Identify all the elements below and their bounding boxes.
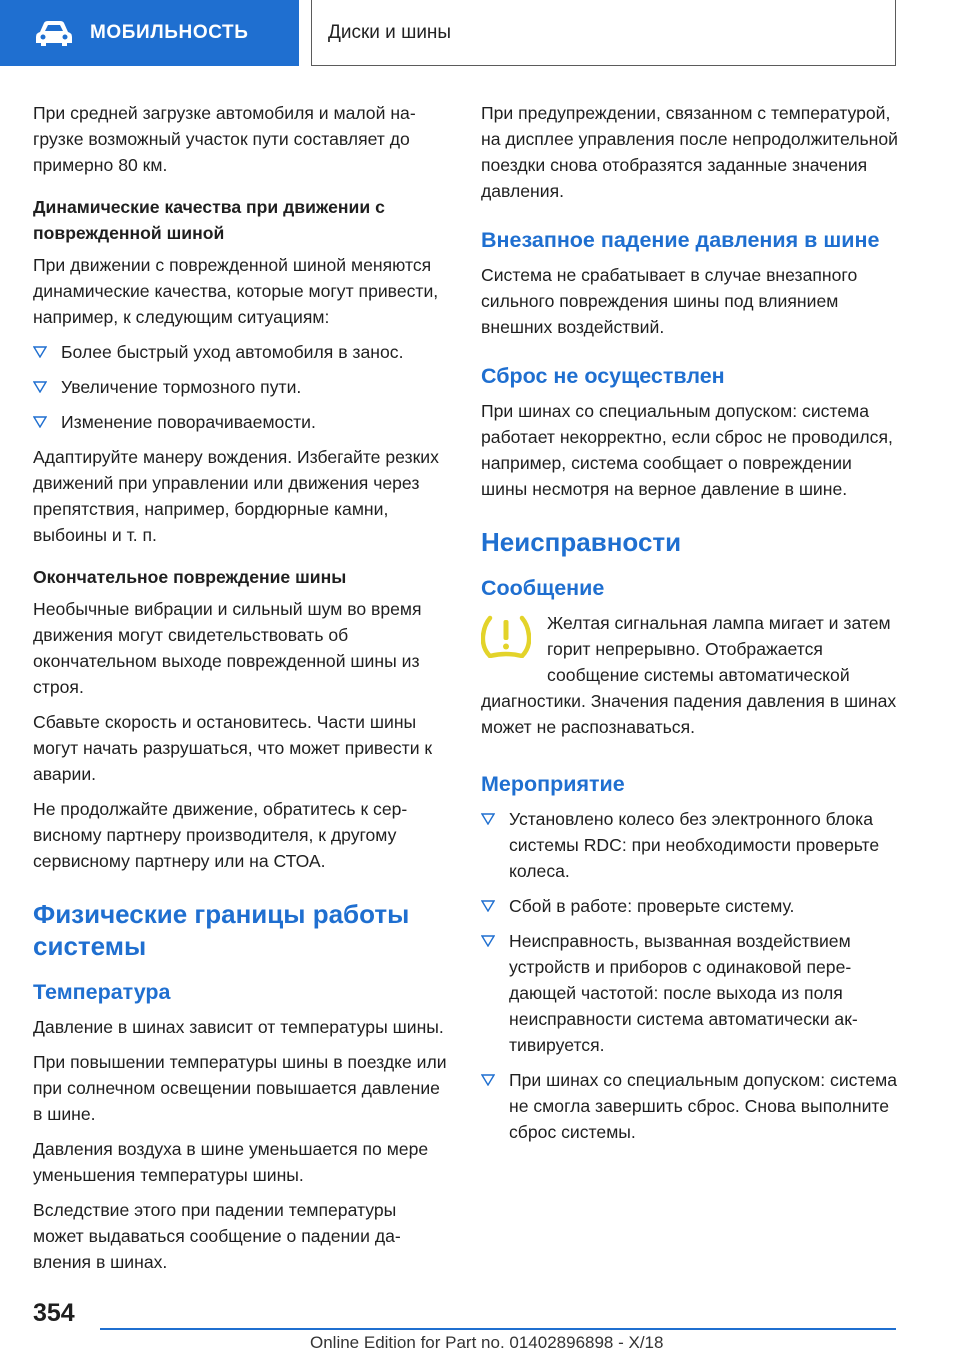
list-item [481, 928, 901, 1058]
reset-heading: Сброс не осуществлен [481, 364, 725, 388]
footer-edition: Online Edition for Part no. 01402896898 - X/18 [310, 1333, 664, 1352]
final-paragraph-2: Сбавьте скорость и остановитесь. Части шины могут начать разрушаться, что может привести к аварии. [33, 712, 433, 784]
list-item-text: Сбой в работе: проверьте систему. [509, 896, 795, 916]
bullet-triangle-icon [481, 1074, 495, 1086]
limits-heading: Физические границы работы системы [33, 899, 410, 961]
warning-paragraph: При предупреждении, связанном с температурой, на дисплее управления после непродолжительной поездки снова отобразятся заданные значения давления. [481, 103, 898, 201]
list-item [481, 893, 901, 919]
message-paragraph [547, 610, 901, 688]
temp-paragraph-2: При повышении температуры шины в поездке или при солнечном освещении повышается давление в шине. [33, 1052, 447, 1124]
message-continuation: диагностики. Значения падения давления в шинах может не распознаваться. [481, 691, 897, 737]
list-item [33, 409, 451, 435]
temp-paragraph-4: Вследствие этого при падении температуры может выдаваться сообщение о падении давления в шинах. [33, 1200, 401, 1272]
list-item-text: Увеличение тормозного пути. [61, 377, 302, 397]
list-item [481, 1067, 901, 1145]
list-item-text: Изменение поворачиваемости. [61, 412, 316, 432]
section-header [311, 0, 896, 66]
bullet-triangle-icon [481, 900, 495, 912]
list-item-text: Неисправность, вызванная воздействием устройств и приборов с одинаковой передающей частотой: после выхода из поля неисправности система автоматически активируется. [509, 931, 858, 1055]
footer-divider [100, 1328, 896, 1330]
final-damage-heading: Окончательное повреждение шины [33, 567, 347, 587]
dynamics-heading: Динамические качества при движении с поврежденной шиной [33, 197, 385, 243]
adapt-paragraph: Адаптируйте манеру вождения. Избегайте резких движений при управлении или движения через препятствия, например, бордюрные камни, выбоины и т. п. [33, 447, 439, 545]
chapter-tab [0, 0, 299, 66]
intro-paragraph: При средней загрузке автомобиля и малой нагрузке возможный участок пути составляет до примерно 80 км. [33, 103, 416, 175]
list-item [33, 339, 451, 365]
sudden-drop-heading: Внезапное падение давления в шине [481, 228, 880, 252]
bullet-triangle-icon [33, 346, 47, 358]
section-title: Диски и шины [328, 21, 452, 43]
dynamics-paragraph: При движении с поврежденной шиной меняются динамические качества, которые могут привести, например, к следующим ситуациям: [33, 255, 439, 327]
list-item-text: Установлено колесо без электронного блока системы RDC: при необходимости проверьте колеса. [509, 809, 880, 881]
reset-paragraph: При шинах со специальным допуском: система работает некорректно, если сброс не проводился, например, система сообщает о повреждении шины несмотря на верное давление в шине. [481, 401, 893, 499]
car-icon [34, 19, 74, 47]
faults-heading: Неисправности [481, 527, 682, 557]
measures-list [481, 806, 901, 1145]
list-item [481, 806, 901, 884]
bullet-triangle-icon [33, 381, 47, 393]
final-paragraph-3: Не продолжайте движение, обратитесь к сервисному партнеру производителя, к другому сервисному партнеру или на СТОА. [33, 799, 408, 871]
final-paragraph-1: Необычные вибрации и сильный шум во время движения могут свидетельствовать об окончательном выходе поврежденной шины из строя. [33, 599, 422, 697]
chapter-title: МОБИЛЬНОСТЬ [90, 22, 249, 43]
sudden-drop-paragraph: Система не срабатывает в случае внезапного сильного повреждения шины под влиянием внешних воздействий. [481, 265, 858, 337]
message-block [481, 610, 901, 688]
page-number: 354 [33, 1299, 75, 1327]
temperature-heading: Температура [33, 980, 171, 1004]
bullet-triangle-icon [33, 416, 47, 428]
measures-heading: Мероприятие [481, 772, 625, 796]
bullet-triangle-icon [481, 813, 495, 825]
bullet-triangle-icon [481, 935, 495, 947]
list-item-text: Более быстрый уход автомобиля в занос. [61, 342, 404, 362]
message-heading: Сообщение [481, 576, 605, 600]
temp-paragraph-1: Давление в шинах зависит от температуры шины. [33, 1017, 444, 1037]
list-item [33, 374, 451, 400]
tire-pressure-warning-icon [481, 614, 531, 658]
list-item-text: При шинах со специальным допуском: система не смогла завершить сброс. Снова выполните сброс системы. [509, 1070, 897, 1142]
temp-paragraph-3: Давления воздуха в шине уменьшается по мере уменьшения температуры шины. [33, 1139, 429, 1185]
left-column [33, 100, 451, 1284]
dynamics-list [33, 339, 451, 435]
message-text: Желтая сигнальная лампа мигает и затем горит непрерывно. Отображается сообщение системы автоматической [547, 613, 891, 685]
right-column [481, 100, 901, 1154]
